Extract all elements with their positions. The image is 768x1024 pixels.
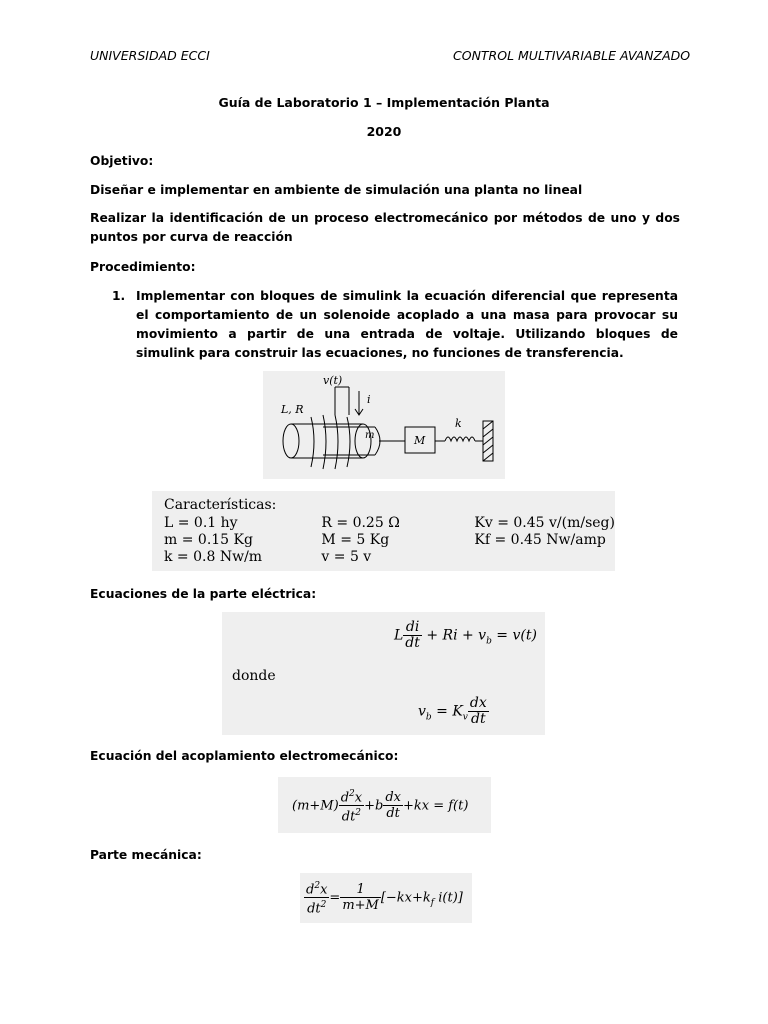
char-cell: R = 0.25 Ω xyxy=(321,515,400,531)
objective-line-2: Realizar la identificación de un proceso electromecánico por métodos de uno y dos puntos por curva de reacción xyxy=(90,211,680,244)
procedure-item-number: 1. xyxy=(112,289,126,303)
diagram-lr-label: L, R xyxy=(281,403,304,416)
electrical-equation-1: L $\frac{di}{dt}$ + $Ri + v_b = v(t)$ xyxy=(394,619,537,651)
characteristics-row xyxy=(164,532,615,549)
electrical-where-label: donde xyxy=(232,668,276,684)
char-cell: v = 5 v xyxy=(321,549,372,565)
objective-heading: Objetivo: xyxy=(90,154,154,168)
diagram-k-label: k xyxy=(455,417,462,430)
coupling-equation: (m+M) $\frac{d^2x}{dt^2}$ +b $\frac{dx}{dt}$ +kx = f(t) xyxy=(292,789,469,825)
header-course: CONTROL MULTIVARIABLE AVANZADO xyxy=(453,48,691,63)
electrical-equations-box xyxy=(222,612,545,735)
mechanical-equation-box xyxy=(300,873,472,923)
characteristics-title: Características: xyxy=(164,497,277,513)
header-university: UNIVERSIDAD ECCI xyxy=(90,48,210,63)
diagram-v-label: v(t) xyxy=(323,374,343,387)
diagram-M-label: M xyxy=(414,434,426,447)
diagram-i-label: i xyxy=(367,393,371,406)
char-cell: L = 0.1 hy xyxy=(164,515,238,531)
page-year: 2020 xyxy=(366,124,402,139)
electrical-heading: Ecuaciones de la parte eléctrica: xyxy=(90,587,317,601)
char-cell: Kf = 0.45 Nw/amp xyxy=(474,532,606,548)
coupling-heading: Ecuación del acoplamiento electromecánico: xyxy=(90,749,399,763)
mechanical-equation: $\frac{d^2x}{dt^2}$ = $\frac{1}{m+M}$ [$-kx+k_f$ i(t)] xyxy=(306,881,463,917)
characteristics-row xyxy=(164,515,615,532)
char-cell: k = 0.8 Nw/m xyxy=(164,549,263,565)
page-title: Guía de Laboratorio 1 – Implementación Planta xyxy=(218,95,550,110)
procedure-heading: Procedimiento: xyxy=(90,260,196,274)
diagram-m-label: m xyxy=(365,430,375,441)
char-cell xyxy=(474,549,615,566)
char-cell: m = 0.15 Kg xyxy=(164,532,253,548)
coupling-equation-box xyxy=(278,777,491,833)
char-cell: Kv = 0.45 v/(m/seg) xyxy=(474,515,615,531)
characteristics-table xyxy=(164,515,615,566)
solenoid-diagram xyxy=(263,371,505,479)
procedure-item-text: Implementar con bloques de simulink la ecuación diferencial que representa el comportamiento de un solenoide acoplado a una masa para provocar su movimiento a partir de una entrada de voltaje. Utilizando bloques de simulink para construir las ecuaciones, no funciones de transferencia. xyxy=(136,289,678,360)
objective-line-1: Diseñar e implementar en ambiente de simulación una planta no lineal xyxy=(90,183,583,197)
characteristics-box xyxy=(152,491,615,571)
mechanical-heading: Parte mecánica: xyxy=(90,848,202,862)
electrical-equation-2: $v_b = K_v$ $\frac{dx}{dt}$ xyxy=(418,695,487,727)
char-cell: M = 5 Kg xyxy=(321,532,390,548)
solenoid-diagram-drawing xyxy=(263,371,505,479)
characteristics-row xyxy=(164,549,615,566)
